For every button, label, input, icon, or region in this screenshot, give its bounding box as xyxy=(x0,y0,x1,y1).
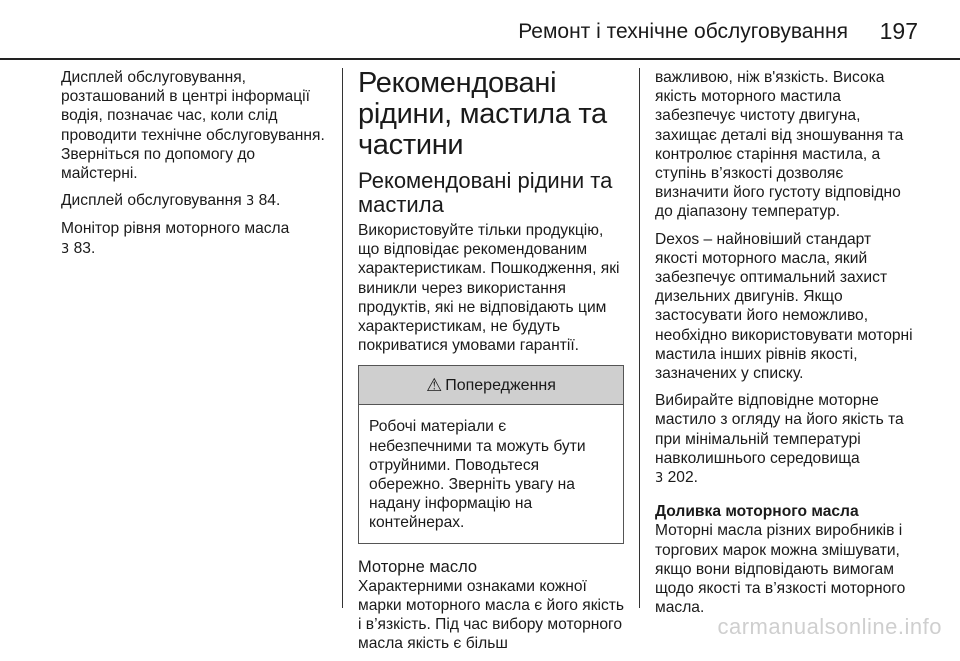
service-display-xref: Дисплей обслуговування 3 84. xyxy=(61,192,281,210)
xref-link-84[interactable]: 84 xyxy=(258,192,276,210)
warning-box xyxy=(358,365,624,543)
warning-body: Робочі матеріали є небезпечними та можуть бути отруйними. Поводьтеся обережно. Зверніть увагу на надану інформацію на контейнерах. xyxy=(369,418,586,532)
section-heading: Рекомендовані рідини, мастила та частини xyxy=(358,67,607,161)
xref-text: Монітор рівня моторного масла xyxy=(61,220,290,238)
recommended-fluids-paragraph: Використовуйте тільки продукцію, що відповідає рекомендованим характеристикам. Пошкодження, які виникли через використання продуктів, які не відповідають цим характеристикам, не будуть покриватися умовами гарантії. xyxy=(358,222,620,355)
xref-text: Вибирайте відповідне моторне мастило з огляду на його якість та при мінімальній температурі навколишнього середовища xyxy=(655,392,904,467)
column-2 xyxy=(358,68,628,661)
column-divider-1 xyxy=(342,68,343,608)
column-divider-2 xyxy=(639,68,640,608)
warning-triangle-icon: ⚠ xyxy=(426,374,443,396)
topping-up-paragraph: Моторні масла різних виробників і торгових марок можна змішувати, якщо вони відповідають вимогам щодо якості та в’язкості моторного масла. xyxy=(655,522,906,617)
oil-selection-xref: Вибирайте відповідне моторне мастило з огляду на його якість та при мінімальній температурі навколишнього середовища 3 202. xyxy=(655,392,904,487)
page-number: 197 xyxy=(879,18,918,44)
oil-quality-paragraph: важливою, ніж в'язкість. Висока якість моторного мастила забезпечує чистоту двигуна, захищає деталі від зношування та контролює старіння мастила, а ступінь в’язкості дозволяє визначити його густоту відповідно до діапазону температур. xyxy=(655,69,904,221)
xref-link-83[interactable]: 83 xyxy=(73,239,91,257)
service-display-paragraph: Дисплей обслуговування, розташований в центрі інформації водія, позначає час, коли слід проводити технічне обслуговування. Зверніться по допомогу до майстерні. xyxy=(61,69,325,183)
engine-oil-heading: Моторне масло xyxy=(358,557,478,576)
running-title: Ремонт і технічне обслуговування xyxy=(518,20,848,43)
warning-title: Попередження xyxy=(445,376,556,394)
page-header xyxy=(0,0,960,60)
oil-monitor-xref: Монітор рівня моторного масла 3 83. xyxy=(61,220,290,257)
xref-text: Дисплей обслуговування xyxy=(61,192,246,210)
watermark: carmanualsonline.info xyxy=(717,614,942,639)
column-3 xyxy=(655,68,917,625)
xref-arrow-icon: 3 xyxy=(61,241,70,257)
xref-arrow-icon: 3 xyxy=(246,194,255,210)
engine-oil-paragraph: Характерними ознаками кожної марки моторного масла є його якість і в’язкість. Під час вибору моторного масла якість є більш xyxy=(358,577,625,653)
column-1 xyxy=(61,68,331,267)
dexos-paragraph: Dexos – найновіший стандарт якості моторного масла, який забезпечує оптимальний захист дизельних двигунів. Якщо застосувати його неможливо, необхідно використовувати моторні мастила інших рівнів якості, зазначених у списку. xyxy=(655,230,913,383)
xref-link-202[interactable]: 202 xyxy=(667,469,694,487)
warning-header xyxy=(359,366,623,405)
header-divider xyxy=(0,58,960,60)
xref-arrow-icon: 3 xyxy=(655,471,664,487)
topping-up-heading: Доливка моторного масла xyxy=(655,503,859,521)
subsection-heading: Рекомендовані рідини та мастила xyxy=(358,168,613,217)
